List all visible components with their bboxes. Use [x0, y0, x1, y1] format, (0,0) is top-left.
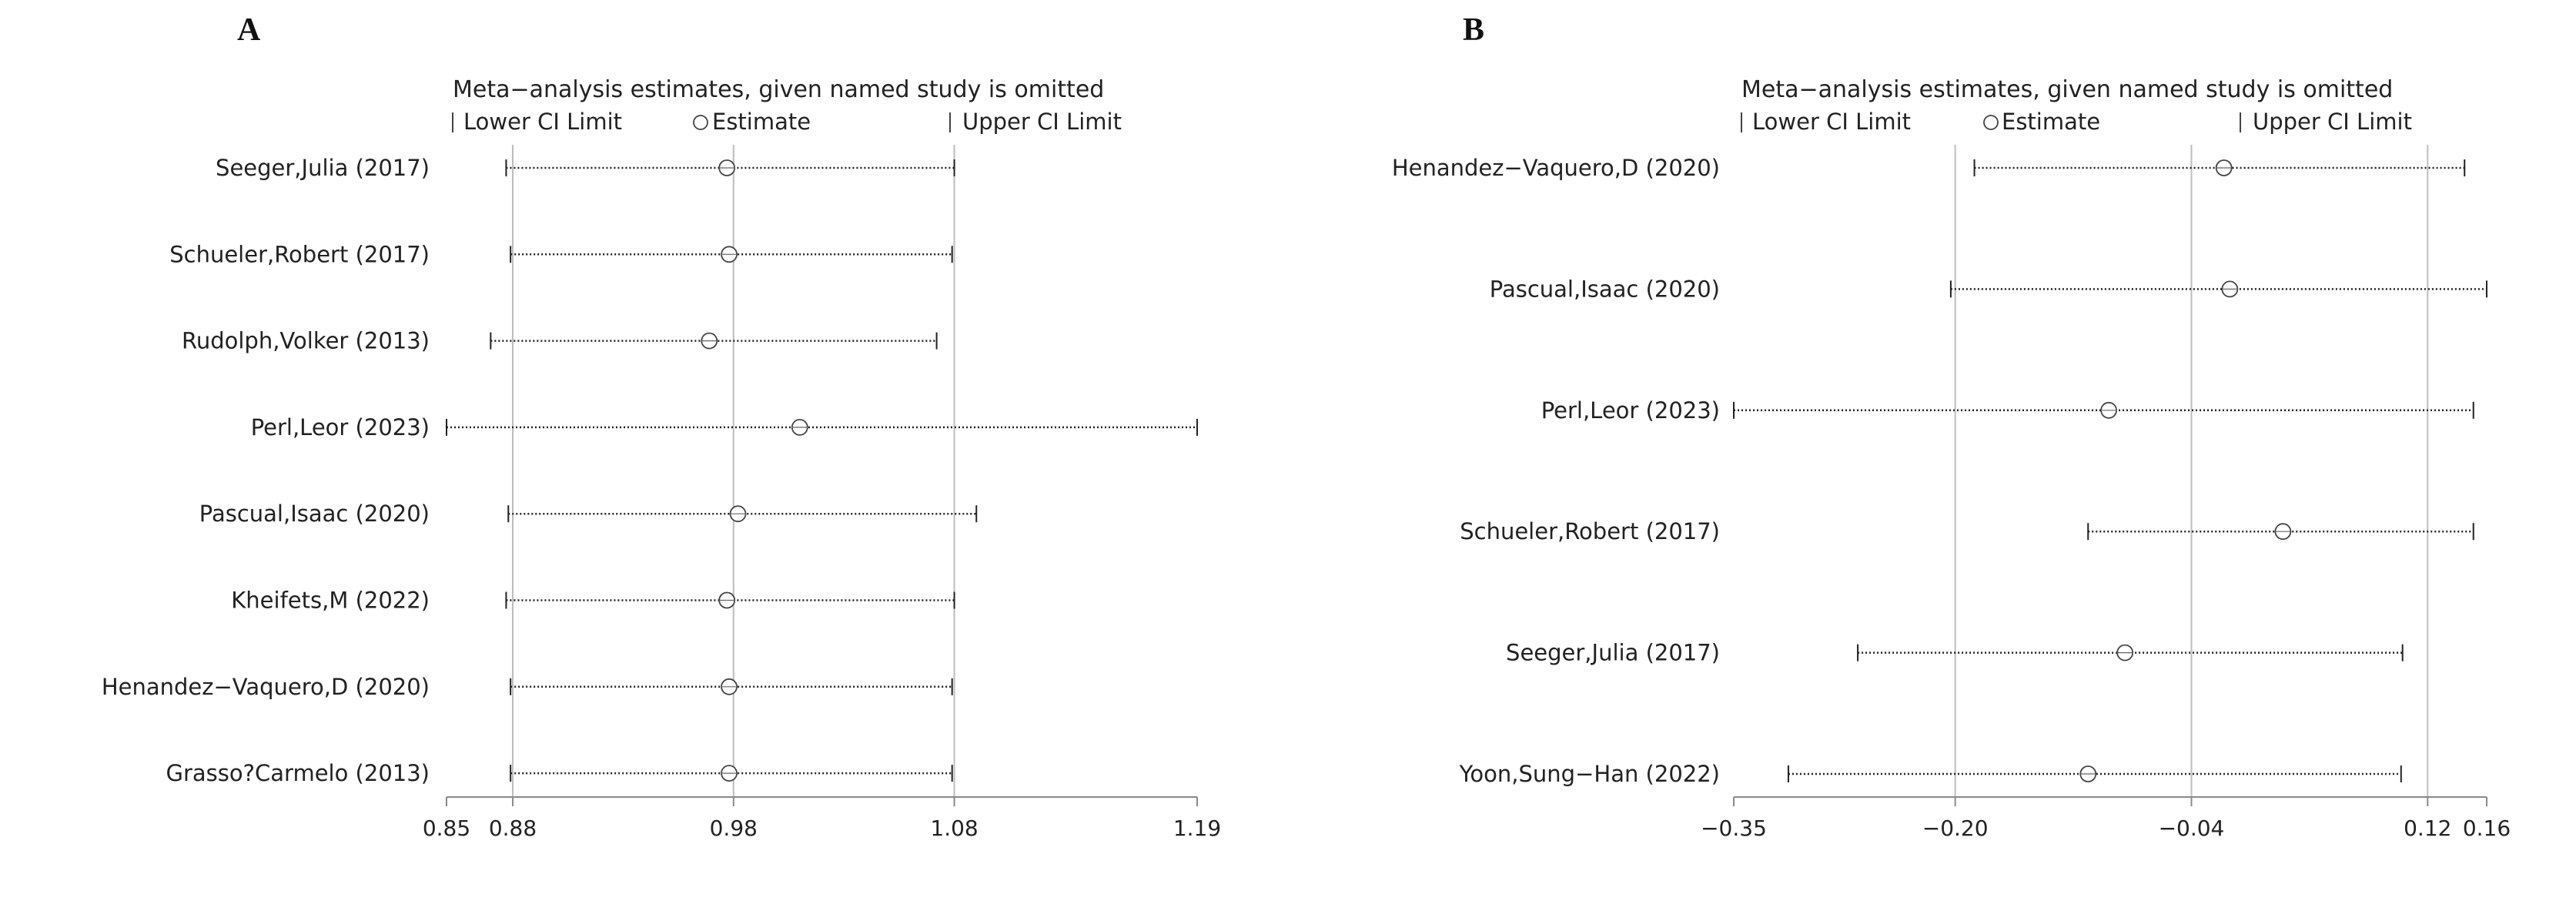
study-label: Perl,Leor (2023) [250, 414, 430, 440]
study-row [102, 674, 952, 700]
study-label: Pascual,Isaac (2020) [199, 501, 430, 528]
study-row [166, 760, 952, 786]
study-label: Pascual,Isaac (2020) [1489, 276, 1720, 303]
legend-estimate-label: Estimate [2002, 109, 2101, 135]
legend-estimate-marker [694, 116, 708, 129]
study-row [216, 155, 955, 181]
chart-title: Meta−analysis estimates, given named study is omitted [1741, 76, 2394, 103]
x-tick-label: 0.16 [2462, 816, 2511, 841]
study-label: Seeger,Julia (2017) [1506, 639, 1720, 666]
study-label: Rudolph,Volker (2013) [181, 327, 430, 354]
x-tick-label: −0.04 [2158, 816, 2225, 841]
panel-letter: B [1463, 12, 1485, 48]
x-tick-label: 0.98 [709, 816, 758, 841]
study-row [169, 241, 952, 267]
study-row [1459, 761, 2401, 787]
legend-estimate-marker [1984, 116, 1998, 129]
x-tick-label: 1.19 [1173, 816, 1222, 841]
study-label: Henandez−Vaquero,D (2020) [101, 673, 430, 700]
study-row [1460, 518, 2474, 544]
panel-letter: A [237, 12, 261, 48]
study-row [251, 414, 1197, 440]
panel-a [102, 12, 1221, 841]
study-label: Grasso?Carmelo (2013) [166, 760, 430, 787]
legend-lower-label: Lower CI Limit [1752, 109, 1912, 135]
study-row [1541, 397, 2474, 424]
study-row [182, 328, 937, 354]
study-label: Schueler,Robert (2017) [169, 241, 430, 268]
study-label: Henandez−Vaquero,D (2020) [1391, 155, 1720, 181]
legend-upper-label: Upper CI Limit [962, 109, 1122, 135]
study-row [199, 501, 976, 527]
x-tick-label: 0.88 [488, 816, 537, 841]
study-row [1392, 155, 2464, 181]
chart-title: Meta−analysis estimates, given named study is omitted [453, 76, 1105, 103]
study-label: Schueler,Robert (2017) [1460, 518, 1720, 545]
x-tick-label: 0.85 [422, 816, 471, 841]
study-label: Kheifets,M (2022) [231, 587, 430, 614]
legend-estimate-label: Estimate [712, 109, 811, 135]
study-label: Perl,Leor (2023) [1541, 397, 1720, 424]
panel-b [1392, 12, 2511, 841]
x-tick-label: 1.08 [930, 816, 979, 841]
study-row [1506, 640, 2403, 666]
x-tick-label: 0.12 [2404, 816, 2452, 841]
legend-upper-label: Upper CI Limit [2253, 109, 2412, 135]
study-row [231, 588, 954, 614]
study-label: Yoon,Sung−Han (2022) [1459, 761, 1720, 787]
legend-lower-label: Lower CI Limit [463, 109, 623, 135]
study-label: Seeger,Julia (2017) [216, 155, 430, 181]
x-tick-label: −0.20 [1922, 816, 1989, 841]
x-tick-label: −0.35 [1701, 816, 1767, 841]
study-row [1490, 276, 2487, 302]
